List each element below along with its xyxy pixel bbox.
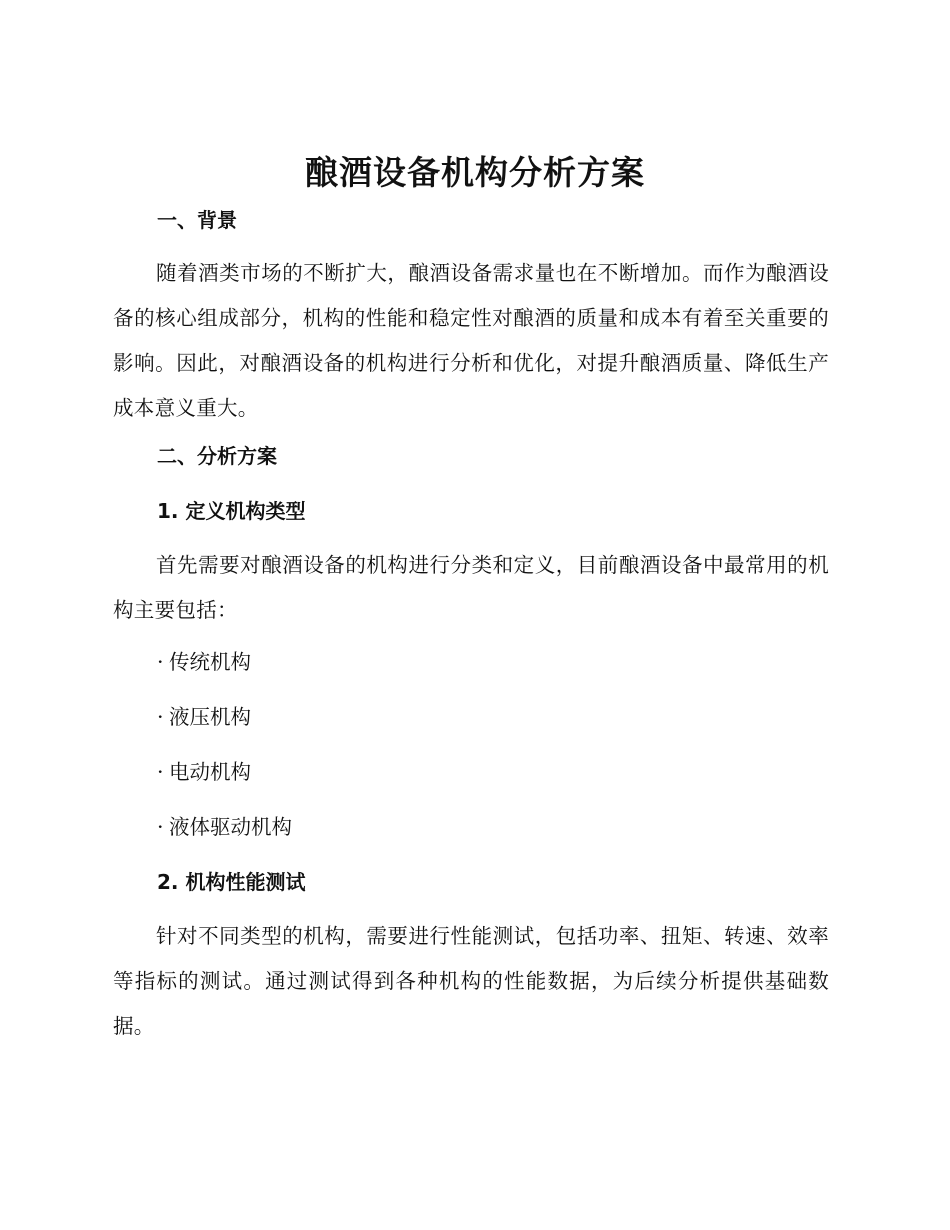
bullet-text: 液压机构 [169,705,251,729]
bullet-text: 液体驱动机构 [169,815,292,839]
bullet-item [157,647,251,677]
bullet-dot: · [157,705,164,729]
bullet-dot: · [157,760,164,784]
bullet-dot: · [157,650,164,674]
subsection-heading-performance-test: 2. 机构性能测试 [157,870,306,894]
background-paragraph: 随着酒类市场的不断扩大，酿酒设备需求量也在不断增加。而作为酿酒设备的核心组成部分，机构的性能和稳定性对酿酒的质量和成本有着至关重要的影响。因此，对酿酒设备的机构进行分析和优化，对提升酿酒质量、降低生产成本意义重大。 [113,261,829,420]
bullet-item [157,812,292,842]
bullet-text: 电动机构 [169,760,251,784]
document-title: 酿酒设备机构分析方案 [305,153,645,192]
section-heading-analysis-plan: 二、分析方案 [157,444,277,468]
performance-test-paragraph: 针对不同类型的机构，需要进行性能测试，包括功率、扭矩、转速、效率等指标的测试。通过测试得到各种机构的性能数据，为后续分析提供基础数据。 [113,924,829,1038]
bullet-item [157,702,251,732]
bullet-text: 传统机构 [169,650,251,674]
section-heading-background: 一、背景 [157,208,237,232]
bullet-dot: · [157,815,164,839]
bullet-item [157,757,251,787]
define-types-paragraph: 首先需要对酿酒设备的机构进行分类和定义，目前酿酒设备中最常用的机构主要包括： [113,553,829,622]
subsection-heading-define-types: 1. 定义机构类型 [157,499,306,523]
